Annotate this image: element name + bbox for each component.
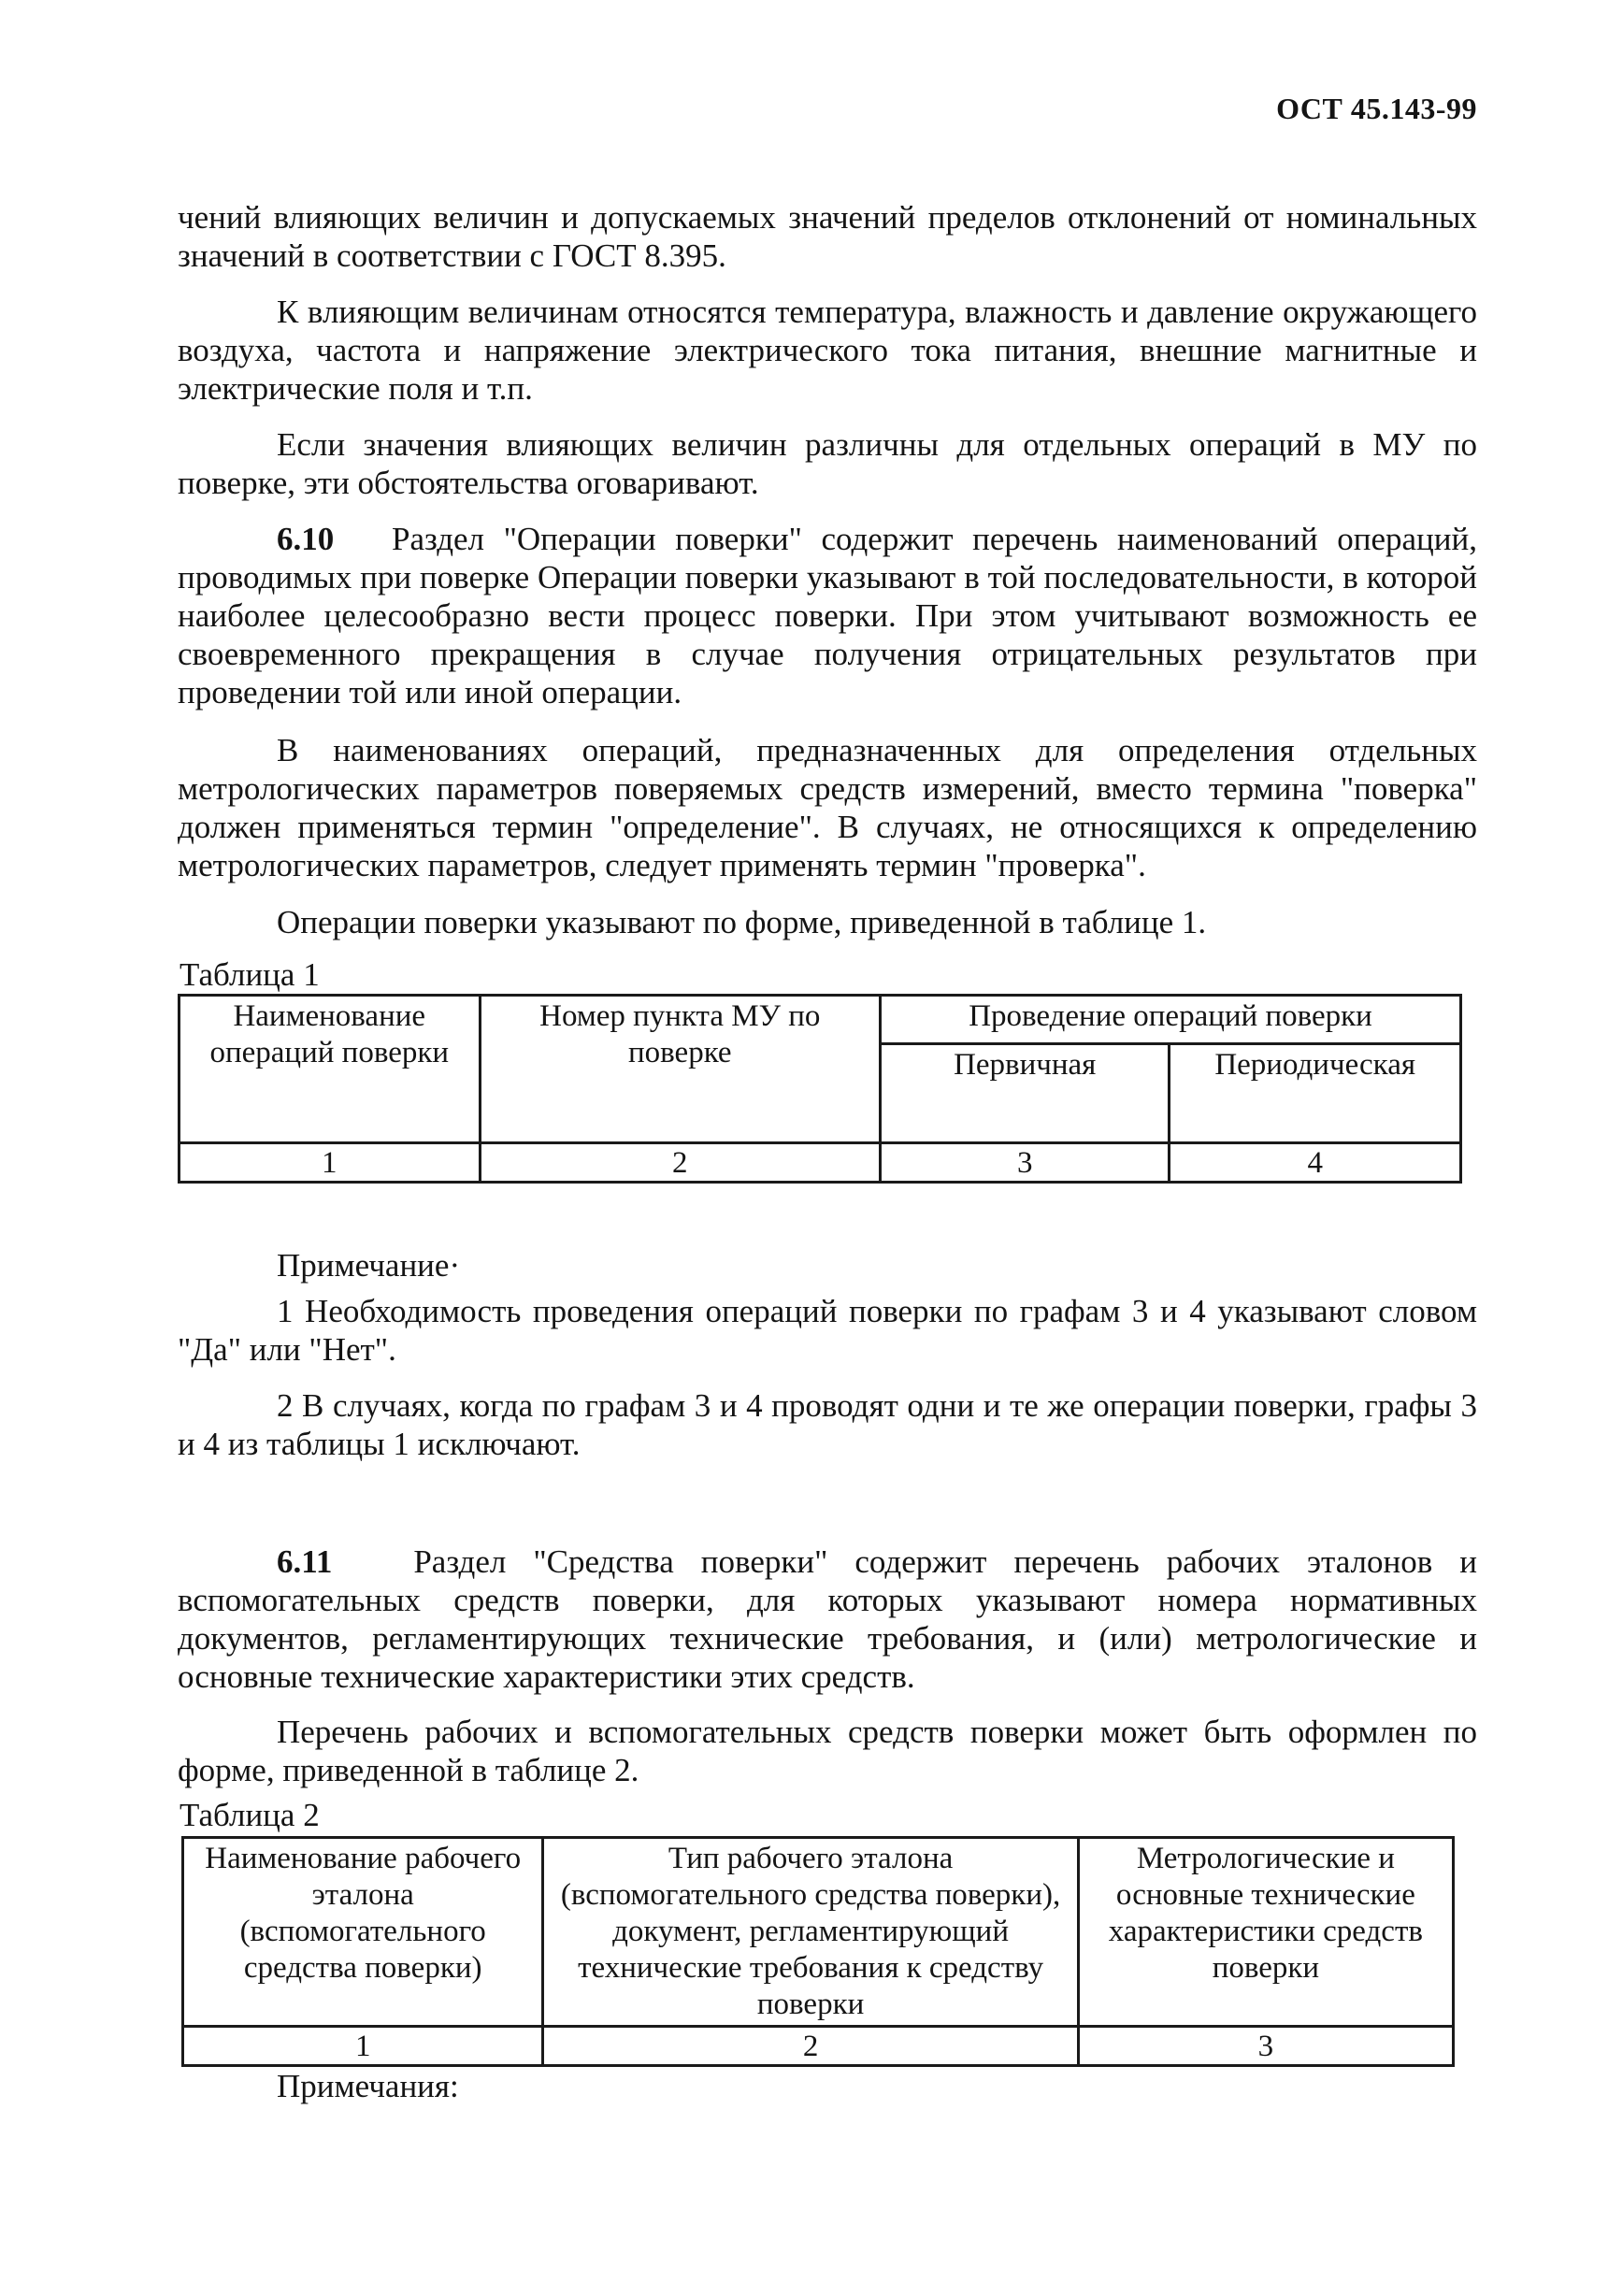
- table1-header-operation-name: Наименование операций поверки: [179, 996, 481, 1143]
- table2-header-type-document: Тип рабочего эталона (вспомогательного средства поверки), документ, регламентирующий технические требования к средству поверки: [543, 1838, 1078, 2027]
- table1-col-number: 3: [881, 1143, 1170, 1183]
- document-code-header: ОСТ 45.143-99: [1276, 92, 1477, 125]
- table1-caption: Таблица 1: [179, 956, 320, 993]
- table1-header-group: Проведение операций поверки: [881, 996, 1461, 1044]
- paragraph-table1-intro: Операции поверки указывают по форме, приведенной в таблице 1.: [277, 904, 1207, 940]
- clause-text-6-10: Раздел "Операции поверки" содержит перечень наименований операций, проводимых при поверке Операции поверки указывают в той последовательности, в которой наиболее целесообразно вести процесс поверки. При этом учитывают возможность ее своевременного прекращения в случае получения отрицательных результатов при проведении той или иной операции.: [178, 521, 1477, 710]
- note-item-1: 1 Необходимость проведения операций поверки по графам 3 и 4 указывают словом "Да" или "Нет".: [178, 1293, 1477, 1368]
- table2-col-number: 2: [543, 2027, 1078, 2066]
- paragraph-section-6-11: [178, 1543, 1477, 1696]
- paragraph-section-6-10: [178, 520, 1477, 711]
- clause-number-6-11: 6.11: [277, 1543, 333, 1580]
- table2-caption: Таблица 2: [179, 1797, 320, 1833]
- paragraph-operation-differences: Если значения влияющих величин различны для отдельных операций в МУ по поверке, эти обстоятельства оговаривают.: [178, 426, 1477, 501]
- clause-text-6-11: Раздел "Средства поверки" содержит перечень рабочих эталонов и вспомогательных средств поверки, для которых указывают номера нормативных документов, регламентирующих технические требования, и (или) метрологические и основные технические характеристики этих средств.: [178, 1543, 1478, 1695]
- table1-header-clause-number: Номер пункта МУ по поверке: [480, 996, 881, 1143]
- table2-col-number: 1: [183, 2027, 543, 2066]
- table2-header-standard-name: Наименование рабочего эталона (вспомогательного средства поверки): [183, 1838, 543, 2027]
- table2-header-characteristics: Метрологические и основные технические характеристики средств поверки: [1078, 1838, 1453, 2027]
- paragraph-influencing-quantities: К влияющим величинам относятся температура, влажность и давление окружающего воздуха, частота и напряжение электрического тока питания, внешние магнитные и электрические поля и т.п.: [178, 294, 1477, 407]
- notes-title: Примечания:: [277, 2068, 459, 2104]
- table-1: [178, 994, 1462, 1184]
- table1-col-number: 1: [179, 1143, 481, 1183]
- table1-col-number: 2: [480, 1143, 881, 1183]
- paragraph-terminology: В наименованиях операций, предназначенных для определения отдельных метрологических параметров поверяемых средств измерений, вместо термина "поверка" должен применяться термин "определение". В случаях, не относящихся к определению метрологических параметров, следует применять термин "проверка".: [178, 732, 1477, 883]
- table2-col-number: 3: [1078, 2027, 1453, 2066]
- table1-col-number: 4: [1170, 1143, 1461, 1183]
- note-item-2: 2 В случаях, когда по графам 3 и 4 проводят одни и те же операции поверки, графы 3 и 4 из таблицы 1 исключают.: [178, 1387, 1477, 1462]
- table-2: [181, 1836, 1455, 2067]
- table1-header-primary: Первичная: [881, 1044, 1170, 1143]
- paragraph-table2-intro: Перечень рабочих и вспомогательных средств поверки может быть оформлен по форме, приведенной в таблице 2.: [178, 1714, 1477, 1788]
- note-title: Примечание·: [277, 1247, 461, 1284]
- paragraph-continuation: чений влияющих величин и допускаемых значений пределов отклонений от номинальных значений в соответствии с ГОСТ 8.395.: [178, 199, 1477, 274]
- table1-header-periodic: Периодическая: [1170, 1044, 1461, 1143]
- clause-number-6-10: 6.10: [277, 521, 335, 557]
